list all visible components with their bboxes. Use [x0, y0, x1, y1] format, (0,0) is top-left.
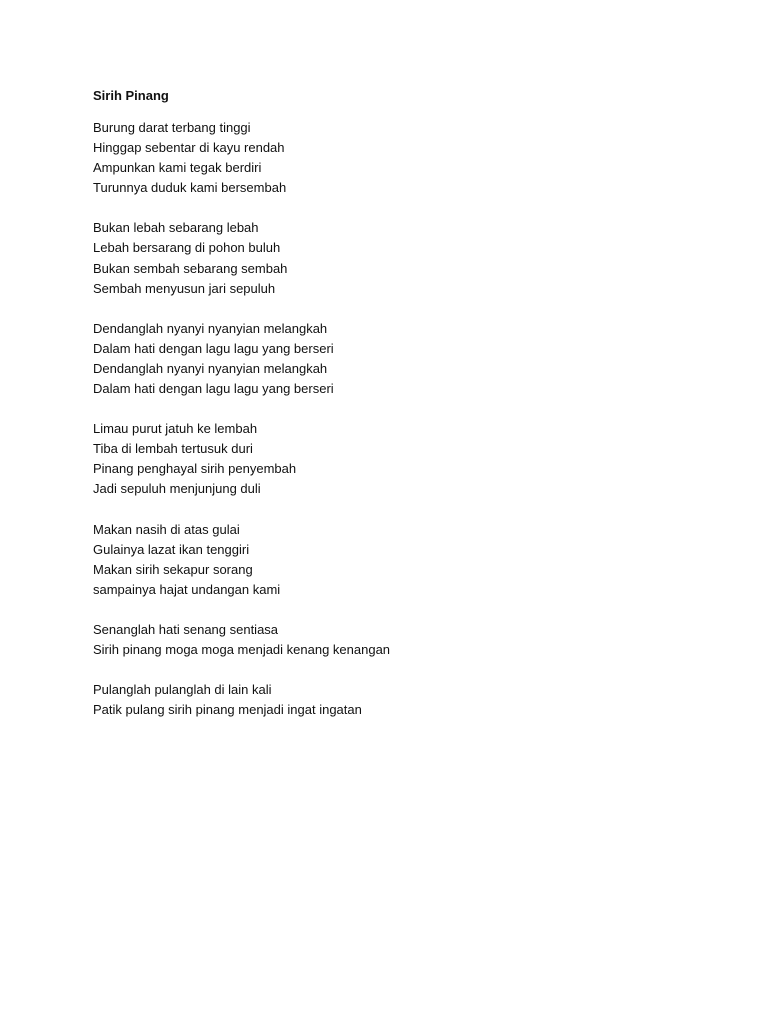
poem-line: Bukan lebah sebarang lebah [93, 220, 259, 236]
poem-line: Bukan sembah sebarang sembah [93, 260, 288, 276]
poem [93, 86, 693, 740]
poem-line: sampainya hajat undangan kami [93, 581, 281, 597]
poem-line: Pulanglah pulanglah di lain kali [93, 682, 272, 698]
poem-line: Pinang penghayal sirih penyembah [93, 461, 297, 477]
poem-line: Jadi sepuluh menjunjung duli [93, 481, 261, 497]
poem-line: Sembah menyusun jari sepuluh [93, 280, 276, 296]
poem-title: Sirih Pinang [93, 88, 169, 103]
stanza-5 [93, 520, 693, 600]
poem-line: Limau purut jatuh ke lembah [93, 421, 258, 437]
stanza-1 [93, 118, 693, 198]
poem-line: Patik pulang sirih pinang menjadi ingat ingatan [93, 702, 362, 718]
poem-line: Hinggap sebentar di kayu rendah [93, 140, 285, 156]
poem-line: Tiba di lembah tertusuk duri [93, 441, 253, 457]
poem-line: Sirih pinang moga moga menjadi kenang kenangan [93, 641, 391, 657]
stanza-2 [93, 218, 693, 298]
poem-line: Dendanglah nyanyi nyanyian melangkah [93, 360, 328, 376]
stanza-3 [93, 319, 693, 399]
poem-line: Gulainya lazat ikan tenggiri [93, 541, 250, 557]
poem-line: Senanglah hati senang sentiasa [93, 621, 279, 637]
poem-line: Ampunkan kami tegak berdiri [93, 160, 262, 176]
poem-line: Dalam hati dengan lagu lagu yang berseri [93, 340, 334, 356]
poem-line: Dalam hati dengan lagu lagu yang berseri [93, 381, 334, 397]
stanza-6 [93, 620, 693, 660]
poem-line: Lebah bersarang di pohon buluh [93, 240, 281, 256]
poem-line: Burung darat terbang tinggi [93, 120, 251, 135]
stanza-7 [93, 680, 693, 720]
stanza-4 [93, 419, 693, 499]
poem-line: Makan sirih sekapur sorang [93, 561, 253, 577]
poem-line: Turunnya duduk kami bersembah [93, 180, 287, 196]
poem-line: Makan nasih di atas gulai [93, 521, 240, 537]
poem-line: Dendanglah nyanyi nyanyian melangkah [93, 320, 328, 336]
